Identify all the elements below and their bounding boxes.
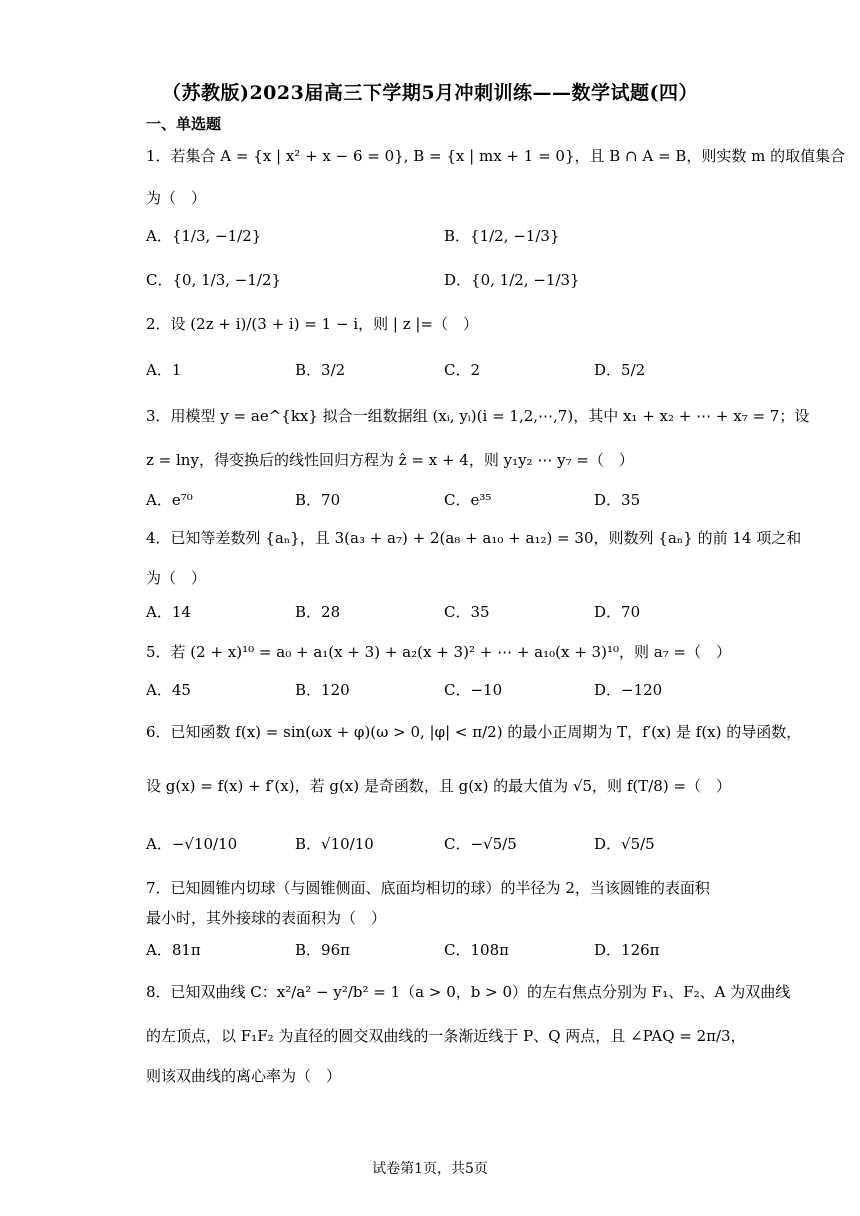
page-footer: 试卷第1页，共5页 — [372, 1161, 488, 1177]
question-4-option-d: D．70 — [594, 603, 641, 621]
question-3-option-b: B．70 — [295, 491, 341, 509]
question-6-option-b: B．√10/10 — [295, 835, 374, 853]
question-1-option-a: A．{1/3, −1/2} — [146, 227, 262, 245]
question-6-option-a: A．−√10/10 — [146, 835, 238, 853]
question-5-option-c: C．−10 — [444, 681, 503, 699]
question-7-line-2: 最小时，其外接球的表面积为（ ） — [146, 909, 387, 927]
question-1-option-b: B．{1/2, −1/3} — [444, 227, 560, 245]
question-8-line-1: 8．已知双曲线 C：x²/a² − y²/b² = 1（a > 0，b > 0）的左右焦点分别为 F₁、F₂、A 为双曲线 — [146, 983, 791, 1001]
question-5-option-a: A．45 — [146, 681, 191, 699]
question-8-line-3: 则该双曲线的离心率为（ ） — [146, 1067, 342, 1085]
question-2-line-1: 2．设 (2z + i)/(3 + i) = 1 − i，则 | z |=（ ） — [146, 315, 479, 333]
question-2-option-c: C．2 — [444, 361, 481, 379]
question-4-option-a: A．14 — [146, 603, 191, 621]
question-6-line-1: 6．已知函数 f(x) = sin(ωx + φ)(ω > 0, |φ| < π/2) 的最小正周期为 T，f′(x) 是 f(x) 的导函数， — [146, 723, 802, 741]
question-3-option-d: D．35 — [594, 491, 641, 509]
question-7-option-d: D．126π — [594, 941, 660, 959]
question-5-option-d: D．−120 — [594, 681, 663, 699]
question-7-option-a: A．81π — [146, 941, 201, 959]
question-4-line-2: 为（ ） — [146, 569, 207, 587]
question-6-line-2: 设 g(x) = f(x) + f′(x)，若 g(x) 是奇函数，且 g(x) 的最大值为 √5，则 f(T/8) =（ ） — [146, 777, 732, 795]
question-1-option-c: C．{0, 1/3, −1/2} — [146, 271, 282, 289]
question-3-line-2: z = lny，得变换后的线性回归方程为 ẑ = x + 4，则 y₁y₂ ⋯ y₇ =（ ） — [146, 451, 634, 469]
question-4-option-b: B．28 — [295, 603, 341, 621]
question-5-line-1: 5．若 (2 + x)¹⁰ = a₀ + a₁(x + 3) + a₂(x + 3)² + ⋯ + a₁₀(x + 3)¹⁰，则 a₇ =（ ） — [146, 643, 732, 661]
question-1-line-2: 为（ ） — [146, 189, 207, 207]
question-7-option-b: B．96π — [295, 941, 350, 959]
question-4-option-c: C．35 — [444, 603, 490, 621]
question-2-option-d: D．5/2 — [594, 361, 646, 379]
question-3-option-a: A．e⁷⁰ — [146, 491, 193, 509]
question-1-option-d: D．{0, 1/2, −1/3} — [444, 271, 580, 289]
question-3-line-1: 3．用模型 y = ae^{kx} 拟合一组数据组 (xᵢ, yᵢ)(i = 1,2,⋯,7)，其中 x₁ + x₂ + ⋯ + x₇ = 7；设 — [146, 407, 810, 425]
question-3-option-c: C．e³⁵ — [444, 491, 492, 509]
question-2-option-a: A．1 — [146, 361, 182, 379]
question-4-line-1: 4．已知等差数列 {aₙ}，且 3(a₃ + a₇) + 2(a₈ + a₁₀ + a₁₂) = 30，则数列 {aₙ} 的前 14 项之和 — [146, 529, 802, 547]
question-7-option-c: C．108π — [444, 941, 509, 959]
page-title: （苏教版)2023届高三下学期5月冲刺训练——数学试题(四） — [161, 82, 699, 104]
question-6-option-d: D．√5/5 — [594, 835, 655, 853]
question-5-option-b: B．120 — [295, 681, 350, 699]
question-2-option-b: B．3/2 — [295, 361, 346, 379]
question-7-line-1: 7．已知圆锥内切球（与圆锥侧面、底面均相切的球）的半径为 2，当该圆锥的表面积 — [146, 879, 710, 897]
question-8-line-2: 的左顶点，以 F₁F₂ 为直径的圆交双曲线的一条渐近线于 P、Q 两点，且 ∠PAQ = 2π/3， — [146, 1027, 746, 1045]
section-heading: 一、单选题 — [146, 115, 222, 133]
question-1-line-1: 1．若集合 A = {x | x² + x − 6 = 0}, B = {x | mx + 1 = 0}，且 B ∩ A = B，则实数 m 的取值集合 — [146, 147, 846, 165]
question-6-option-c: C．−√5/5 — [444, 835, 517, 853]
